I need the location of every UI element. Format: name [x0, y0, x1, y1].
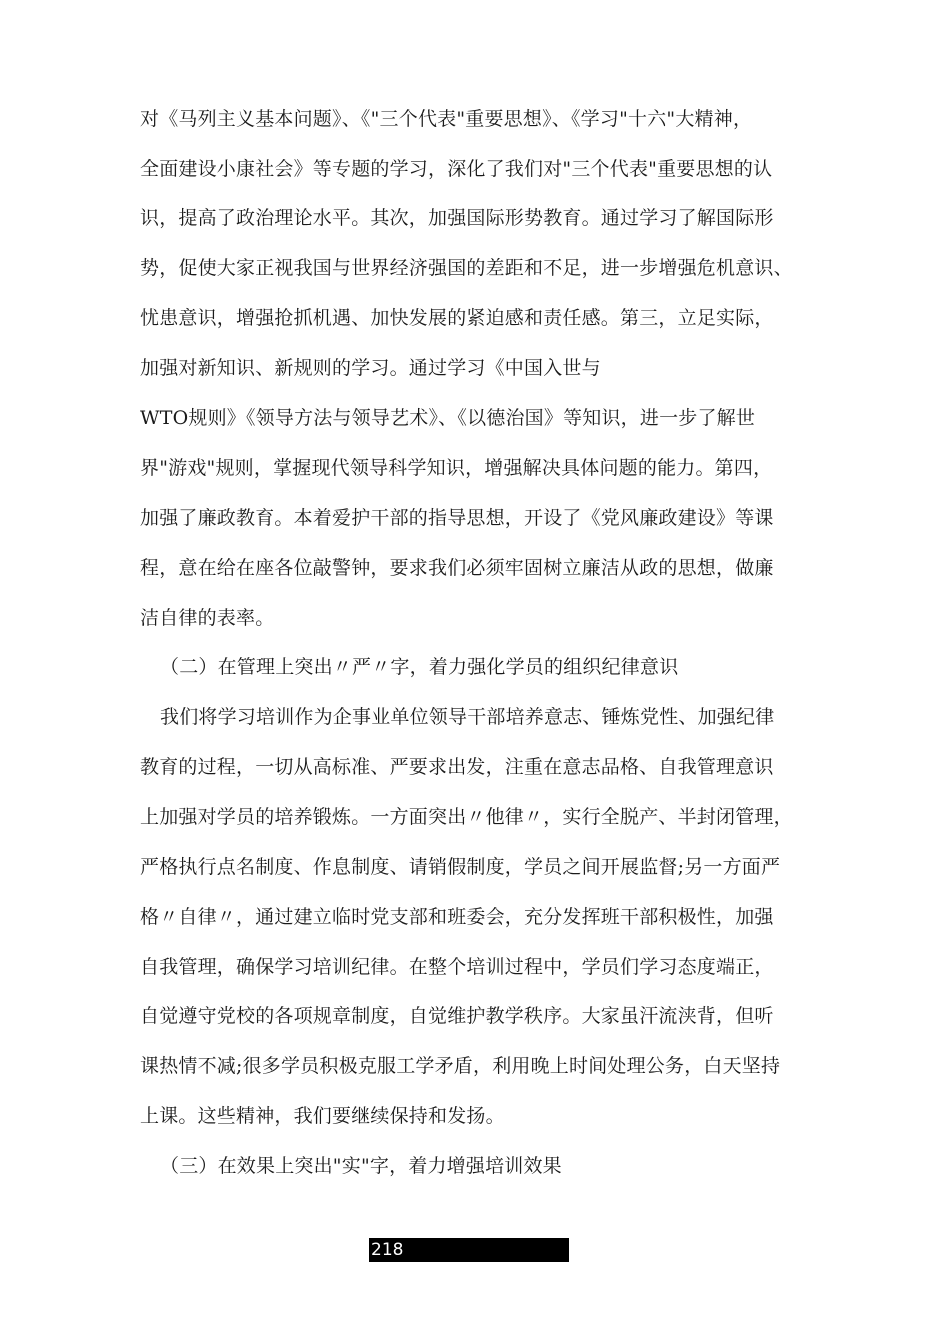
text-line: WTO规则》《领导方法与领导艺术》、《以德治国》等知识，进一步了解世 — [140, 407, 756, 429]
text-line: 严格执行点名制度、作息制度、请销假制度，学员之间开展监督;另一方面严 — [140, 856, 781, 878]
text-line: 加强对新知识、新规则的学习。通过学习《中国入世与 — [140, 357, 601, 379]
text-line: 自我管理，确保学习培训纪律。在整个培训过程中，学员们学习态度端正， — [140, 956, 774, 978]
text-line: 界"游戏"规则，掌握现代领导科学知识，增强解决具体问题的能力。第四， — [140, 457, 773, 479]
text-line: 教育的过程，一切从高标准、严要求出发，注重在意志品格、自我管理意识 — [140, 756, 774, 778]
section-heading: （三）在效果上突出"实"字，着力增强培训效果 — [160, 1155, 562, 1177]
text-line: 上加强对学员的培养锻炼。一方面突出〃他律〃，实行全脱产、半封闭管理， — [140, 806, 793, 828]
text-line: 加强了廉政教育。本着爱护干部的指导思想，开设了《党风廉政建设》等课 — [140, 507, 774, 529]
text-line: 我们将学习培训作为企事业单位领导干部培养意志、锤炼党性、加强纪律 — [160, 706, 775, 728]
page-number: 218 — [369, 1238, 569, 1262]
text-line: 识，提高了政治理论水平。其次，加强国际形势教育。通过学习了解国际形 — [140, 207, 774, 229]
text-line: 格〃自律〃，通过建立临时党支部和班委会，充分发挥班干部积极性，加强 — [140, 906, 774, 928]
text-line: 全面建设小康社会》等专题的学习，深化了我们对"三个代表"重要思想的认 — [140, 158, 773, 180]
text-line: 对《马列主义基本问题》、《"三个代表"重要思想》、《学习"十六"大精神， — [140, 108, 753, 130]
text-line: 课热情不减;很多学员积极克服工学矛盾，利用晚上时间处理公务，白天坚持 — [140, 1055, 781, 1077]
text-line: 自觉遵守党校的各项规章制度，自觉维护教学秩序。大家虽汗流浃背，但听 — [140, 1005, 774, 1027]
section-heading: （二）在管理上突出〃严〃字，着力强化学员的组织纪律意识 — [160, 656, 679, 678]
text-line: 洁自律的表率。 — [140, 607, 275, 629]
text-line: 程，意在给在座各位敲警钟，要求我们必须牢固树立廉洁从政的思想，做廉 — [140, 557, 774, 579]
text-line: 忧患意识，增强抢抓机遇、加快发展的紧迫感和责任感。第三，立足实际， — [140, 307, 774, 329]
text-line: 势，促使大家正视我国与世界经济强国的差距和不足，进一步增强危机意识、 — [140, 257, 793, 279]
text-line: 上课。这些精神，我们要继续保持和发扬。 — [140, 1105, 505, 1127]
